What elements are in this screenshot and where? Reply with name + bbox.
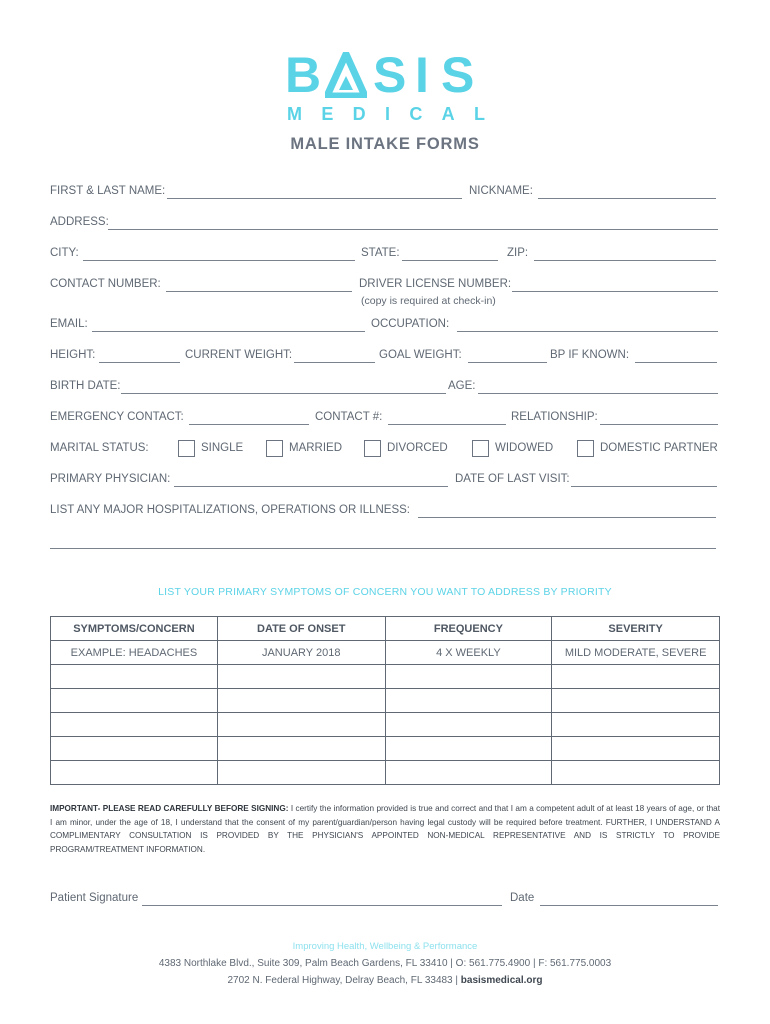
table-row-example bbox=[51, 641, 720, 665]
birth-date-label: BIRTH DATE: bbox=[50, 380, 121, 392]
footer-address-2 bbox=[0, 975, 770, 986]
table-cell: 4 X WEEKLY bbox=[385, 641, 552, 665]
logo-letter: L bbox=[474, 104, 485, 124]
age-field[interactable] bbox=[478, 393, 718, 394]
table-row bbox=[51, 737, 720, 761]
logo-letter: B bbox=[285, 47, 322, 103]
row-email bbox=[50, 318, 720, 334]
nickname-label: NICKNAME: bbox=[469, 185, 533, 197]
driver-license-note: (copy is required at check-in) bbox=[361, 295, 496, 307]
address-field[interactable] bbox=[108, 229, 718, 230]
nickname-field[interactable] bbox=[538, 198, 716, 199]
zip-field[interactable] bbox=[534, 260, 716, 261]
contact-num-label: CONTACT #: bbox=[315, 411, 383, 423]
marital-status-label: MARITAL STATUS: bbox=[50, 442, 149, 454]
table-cell: JANUARY 2018 bbox=[217, 641, 385, 665]
widowed-label: WIDOWED bbox=[495, 442, 554, 454]
height-label: HEIGHT: bbox=[50, 349, 96, 361]
contact-number-field[interactable] bbox=[166, 291, 352, 292]
table-cell[interactable] bbox=[385, 689, 552, 713]
contact-num-field[interactable] bbox=[388, 424, 506, 425]
logo-letter: A bbox=[441, 104, 455, 124]
row-hospitalizations-2 bbox=[50, 535, 720, 551]
table-cell[interactable] bbox=[217, 665, 385, 689]
age-label: AGE: bbox=[448, 380, 476, 392]
goal-weight-label: GOAL WEIGHT: bbox=[379, 349, 462, 361]
emergency-contact-field[interactable] bbox=[189, 424, 309, 425]
date-field[interactable] bbox=[540, 905, 718, 906]
logo-letter: C bbox=[409, 104, 423, 124]
address-label: ADDRESS: bbox=[50, 216, 109, 228]
current-weight-field[interactable] bbox=[294, 362, 375, 363]
table-row bbox=[51, 665, 720, 689]
table-cell[interactable] bbox=[552, 737, 720, 761]
logo-letter: M bbox=[287, 104, 302, 124]
logo-letter: S bbox=[441, 47, 475, 103]
footer-website-link[interactable]: basismedical.org bbox=[460, 975, 543, 986]
divorced-checkbox[interactable] bbox=[364, 440, 381, 457]
birth-date-field[interactable] bbox=[121, 393, 446, 394]
footer-tagline: Improving Health, Wellbeing & Performance bbox=[292, 941, 478, 952]
col-header: FREQUENCY bbox=[385, 617, 552, 641]
col-header: SYMPTOMS/CONCERN bbox=[51, 617, 218, 641]
medical-wordmark bbox=[287, 104, 485, 124]
contact-number-label: CONTACT NUMBER: bbox=[50, 278, 161, 290]
row-signature bbox=[50, 892, 720, 908]
disclaimer-text: I certify the information provided is true and correct and that I am a competent adult of at least 18 years of age, or that I am minor, under the age of 18, I understand that the consent of my parent/guardian/person having legal custody will be required before treatment. FURTHER, I UNDERSTAND A COMPLIMENTARY CONSULTATION IS PROVIDED BY THE PHYSICIAN'S APPOINTED NON-MEDICAL REPRESENTATIVE AND IS STRICTLY TO PROVIDE PROGRAM/TREATMENT INFORMATION. bbox=[50, 804, 720, 854]
row-emergency bbox=[50, 411, 720, 427]
single-label: SINGLE bbox=[201, 442, 244, 454]
logo-letter: D bbox=[352, 104, 366, 124]
row-license-note bbox=[50, 295, 720, 311]
table-cell[interactable] bbox=[385, 665, 552, 689]
priority-heading: LIST YOUR PRIMARY SYMPTOMS OF CONCERN YOU WANT TO ADDRESS BY PRIORITY bbox=[158, 586, 612, 598]
patient-signature-label: Patient Signature bbox=[50, 892, 139, 904]
table-row bbox=[51, 761, 720, 785]
city-field[interactable] bbox=[83, 260, 355, 261]
hospitalizations-field[interactable] bbox=[418, 517, 716, 518]
current-weight-label: CURRENT WEIGHT: bbox=[185, 349, 293, 361]
date-last-visit-field[interactable] bbox=[571, 486, 717, 487]
col-header: SEVERITY bbox=[552, 617, 720, 641]
primary-physician-label: PRIMARY PHYSICIAN: bbox=[50, 473, 171, 485]
single-checkbox[interactable] bbox=[178, 440, 195, 457]
widowed-checkbox[interactable] bbox=[472, 440, 489, 457]
table-cell[interactable] bbox=[51, 761, 218, 785]
height-field[interactable] bbox=[99, 362, 180, 363]
disclaimer bbox=[50, 802, 720, 856]
table-row bbox=[51, 713, 720, 737]
table-cell[interactable] bbox=[385, 737, 552, 761]
form-title: MALE INTAKE FORMS bbox=[290, 135, 480, 153]
state-field[interactable] bbox=[402, 260, 498, 261]
logo-letter: S bbox=[373, 47, 407, 103]
logo-letter: I bbox=[415, 47, 429, 103]
married-checkbox[interactable] bbox=[266, 440, 283, 457]
driver-license-field[interactable] bbox=[512, 291, 718, 292]
hospitalizations-field-2[interactable] bbox=[50, 548, 716, 549]
table-cell[interactable] bbox=[217, 737, 385, 761]
occupation-label: OCCUPATION: bbox=[371, 318, 450, 330]
table-cell[interactable] bbox=[51, 665, 218, 689]
primary-physician-field[interactable] bbox=[174, 486, 448, 487]
domestic-partner-label: DOMESTIC PARTNER bbox=[600, 442, 718, 454]
table-cell[interactable] bbox=[217, 761, 385, 785]
row-city bbox=[50, 247, 720, 263]
city-label: CITY: bbox=[50, 247, 79, 259]
bp-field[interactable] bbox=[635, 362, 717, 363]
patient-signature-field[interactable] bbox=[142, 905, 502, 906]
logo-letter: E bbox=[321, 104, 334, 124]
logo-letter: I bbox=[385, 104, 391, 124]
table-cell[interactable] bbox=[217, 713, 385, 737]
row-address bbox=[50, 216, 720, 232]
disclaimer-bold: IMPORTANT- PLEASE READ CAREFULLY BEFORE SIGNING: bbox=[50, 804, 289, 813]
table-cell[interactable] bbox=[552, 713, 720, 737]
table-header-row bbox=[51, 617, 720, 641]
table-cell: MILD MODERATE, SEVERE bbox=[552, 641, 720, 665]
footer-address-1: 4383 Northlake Blvd., Suite 309, Palm Beach Gardens, FL 33410 | O: 561.775.4900 | F: 561.775.0003 bbox=[158, 958, 612, 969]
table-row bbox=[51, 689, 720, 713]
row-hospitalizations bbox=[50, 504, 720, 520]
table-cell: EXAMPLE: HEADACHES bbox=[51, 641, 218, 665]
table-cell[interactable] bbox=[385, 761, 552, 785]
row-name bbox=[50, 185, 720, 201]
row-birth bbox=[50, 380, 720, 396]
hospitalizations-label: LIST ANY MAJOR HOSPITALIZATIONS, OPERATIONS OR ILLNESS: bbox=[50, 504, 410, 516]
occupation-field[interactable] bbox=[457, 331, 718, 332]
symptoms-table bbox=[50, 616, 720, 785]
goal-weight-field[interactable] bbox=[468, 362, 547, 363]
email-label: EMAIL: bbox=[50, 318, 88, 330]
name-label: FIRST & LAST NAME: bbox=[50, 185, 166, 197]
table-cell[interactable] bbox=[385, 713, 552, 737]
email-field[interactable] bbox=[92, 331, 365, 332]
driver-license-label: DRIVER LICENSE NUMBER: bbox=[359, 278, 512, 290]
date-last-visit-label: DATE OF LAST VISIT: bbox=[455, 473, 570, 485]
date-label: Date bbox=[510, 892, 535, 904]
row-marital bbox=[50, 442, 720, 458]
divorced-label: DIVORCED bbox=[387, 442, 448, 454]
col-header: DATE OF ONSET bbox=[217, 617, 385, 641]
table-cell[interactable] bbox=[51, 713, 218, 737]
footer-address-2-text: 2702 N. Federal Highway, Delray Beach, FL 33483 | bbox=[227, 975, 461, 986]
state-label: STATE: bbox=[361, 247, 400, 259]
logo-letter-a bbox=[325, 52, 367, 104]
name-field[interactable] bbox=[167, 198, 462, 199]
row-measurements bbox=[50, 349, 720, 365]
logo-triangle-a-icon bbox=[325, 52, 367, 98]
table-cell[interactable] bbox=[552, 761, 720, 785]
relationship-field[interactable] bbox=[600, 424, 718, 425]
row-physician bbox=[50, 473, 720, 489]
emergency-contact-label: EMERGENCY CONTACT: bbox=[50, 411, 184, 423]
row-contact bbox=[50, 278, 720, 294]
zip-label: ZIP: bbox=[507, 247, 529, 259]
married-label: MARRIED bbox=[289, 442, 343, 454]
table-cell[interactable] bbox=[552, 665, 720, 689]
relationship-label: RELATIONSHIP: bbox=[511, 411, 598, 423]
table-cell[interactable] bbox=[552, 689, 720, 713]
table-cell[interactable] bbox=[51, 689, 218, 713]
domestic-partner-checkbox[interactable] bbox=[577, 440, 594, 457]
table-cell[interactable] bbox=[217, 689, 385, 713]
bp-label: BP IF KNOWN: bbox=[550, 349, 630, 361]
table-cell[interactable] bbox=[51, 737, 218, 761]
